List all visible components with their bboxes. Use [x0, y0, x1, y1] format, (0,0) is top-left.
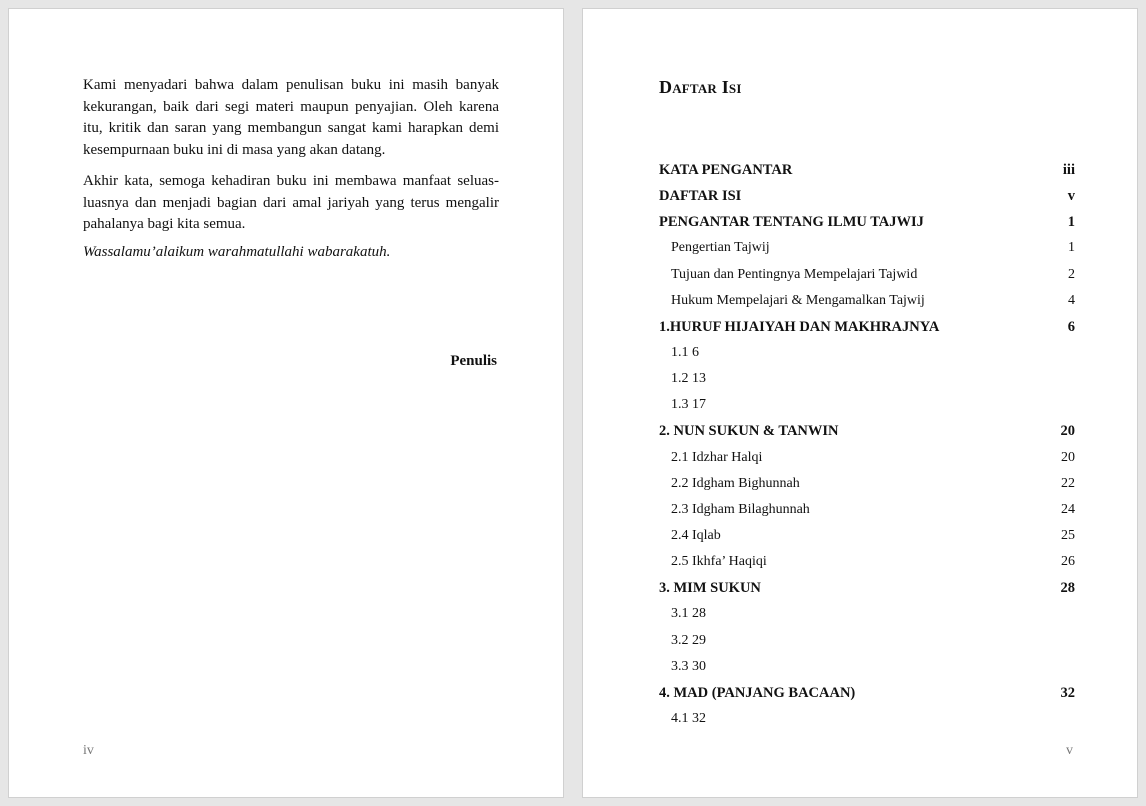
toc-entry[interactable] — [659, 368, 1075, 394]
toc-entry-page: 4 — [1068, 292, 1075, 308]
toc-entry[interactable] — [659, 316, 1075, 342]
toc-entry-label: 4.1 32 — [671, 710, 706, 726]
toc-entry-label: Tujuan dan Pentingnya Mempelajari Tajwid — [671, 266, 918, 282]
toc-entry-page: 2 — [1068, 266, 1075, 282]
toc-entry-label: 2. NUN SUKUN & TANWIN — [659, 423, 839, 440]
toc-entry[interactable] — [659, 499, 1075, 525]
toc-entry[interactable] — [659, 211, 1075, 237]
paragraph-acknowledgement: Kami menyadari bahwa dalam penulisan buku ini masih banyak kekurangan, baik dari segi materi maupun penyajian. Oleh karena itu, kritik dan saran yang membangun sangat kami harapkan demi kesempurnaan buku ini di masa yang akan datang. — [83, 77, 499, 158]
toc-entry[interactable] — [659, 603, 1075, 629]
toc-entry-page: 28 — [1060, 580, 1075, 597]
toc-entry[interactable] — [659, 264, 1075, 290]
toc-entry-page: v — [1067, 188, 1075, 205]
toc-entry-label: 2.5 Ikhfa’ Haqiqi — [671, 554, 767, 570]
toc-entry-label: PENGANTAR TENTANG ILMU TAJWIJ — [659, 214, 924, 231]
closing-greeting: Wassalamu’alaikum warahmatullahi wabarakatuh. — [83, 244, 391, 260]
toc-entry[interactable] — [659, 473, 1075, 499]
toc-entry[interactable] — [659, 420, 1075, 446]
toc-entry-page: 6 — [1067, 318, 1075, 335]
toc-entry-page: 26 — [1061, 554, 1075, 570]
toc-entry-label: KATA PENGANTAR — [659, 162, 793, 178]
page-number: v — [1066, 743, 1073, 758]
toc-entry-label: 3.1 28 — [671, 606, 706, 622]
toc-entry-label: 2.4 Iqlab — [671, 527, 721, 543]
toc-entry-label: 3. MIM SUKUN — [659, 580, 761, 597]
toc-entry[interactable] — [659, 290, 1075, 316]
toc-entry[interactable] — [659, 237, 1075, 263]
toc-entry[interactable] — [659, 682, 1075, 708]
toc-entry[interactable] — [659, 551, 1075, 577]
toc-entry-page: iii — [1062, 162, 1075, 178]
left-page — [8, 8, 564, 798]
toc-entry-label: Pengertian Tajwij — [671, 240, 770, 256]
toc-entry-label: Hukum Mempelajari & Mengamalkan Tajwij — [671, 292, 925, 308]
toc-entry-label: 1.HURUF HIJAIYAH DAN MAKHRAJNYA — [659, 318, 940, 335]
toc-entry-label: 1.1 6 — [671, 344, 699, 360]
toc-entry-page: 22 — [1061, 475, 1075, 491]
toc-entry-label: 2.1 Idzhar Halqi — [671, 449, 763, 465]
toc-entry-page: 1 — [1067, 214, 1075, 231]
toc-entry[interactable] — [659, 447, 1075, 473]
paragraph-closing-wish: Akhir kata, semoga kehadiran buku ini membawa manfaat seluas-luasnya dan menjadi bagian dari amal jariyah yang terus mengalir pahalanya bagi kita semua. — [83, 173, 499, 232]
toc-entry-label: 1.2 13 — [671, 371, 706, 387]
toc-entry-label: 2.2 Idgham Bighunnah — [671, 475, 800, 491]
toc-entry[interactable] — [659, 185, 1075, 211]
toc-entry[interactable] — [659, 394, 1075, 420]
toc-entry-label: 3.3 30 — [671, 658, 706, 674]
toc-entry[interactable] — [659, 630, 1075, 656]
toc-entry-label: 2.3 Idgham Bilaghunnah — [671, 501, 810, 517]
toc-title: Daftar Isi — [659, 77, 742, 97]
right-page — [582, 8, 1138, 798]
toc-entry-page: 1 — [1068, 240, 1075, 256]
toc-entry[interactable] — [659, 656, 1075, 682]
toc-entry[interactable] — [659, 708, 1075, 734]
toc-entry[interactable] — [659, 159, 1075, 185]
toc-entry-page: 20 — [1060, 423, 1075, 440]
toc-entry-label: 1.3 17 — [671, 397, 706, 413]
table-of-contents — [659, 159, 1075, 734]
toc-entry-label: 3.2 29 — [671, 632, 706, 648]
toc-entry[interactable] — [659, 525, 1075, 551]
page-number: iv — [83, 743, 94, 758]
toc-entry-page: 25 — [1061, 527, 1075, 543]
toc-entry-page: 32 — [1060, 684, 1075, 701]
toc-entry-page: 24 — [1061, 501, 1075, 517]
author-signature: Penulis — [450, 353, 497, 369]
toc-entry-label: 4. MAD (PANJANG BACAAN) — [659, 684, 856, 701]
toc-entry-label: DAFTAR ISI — [659, 188, 742, 205]
toc-entry[interactable] — [659, 342, 1075, 368]
toc-entry-page: 20 — [1061, 449, 1075, 465]
toc-entry[interactable] — [659, 577, 1075, 603]
